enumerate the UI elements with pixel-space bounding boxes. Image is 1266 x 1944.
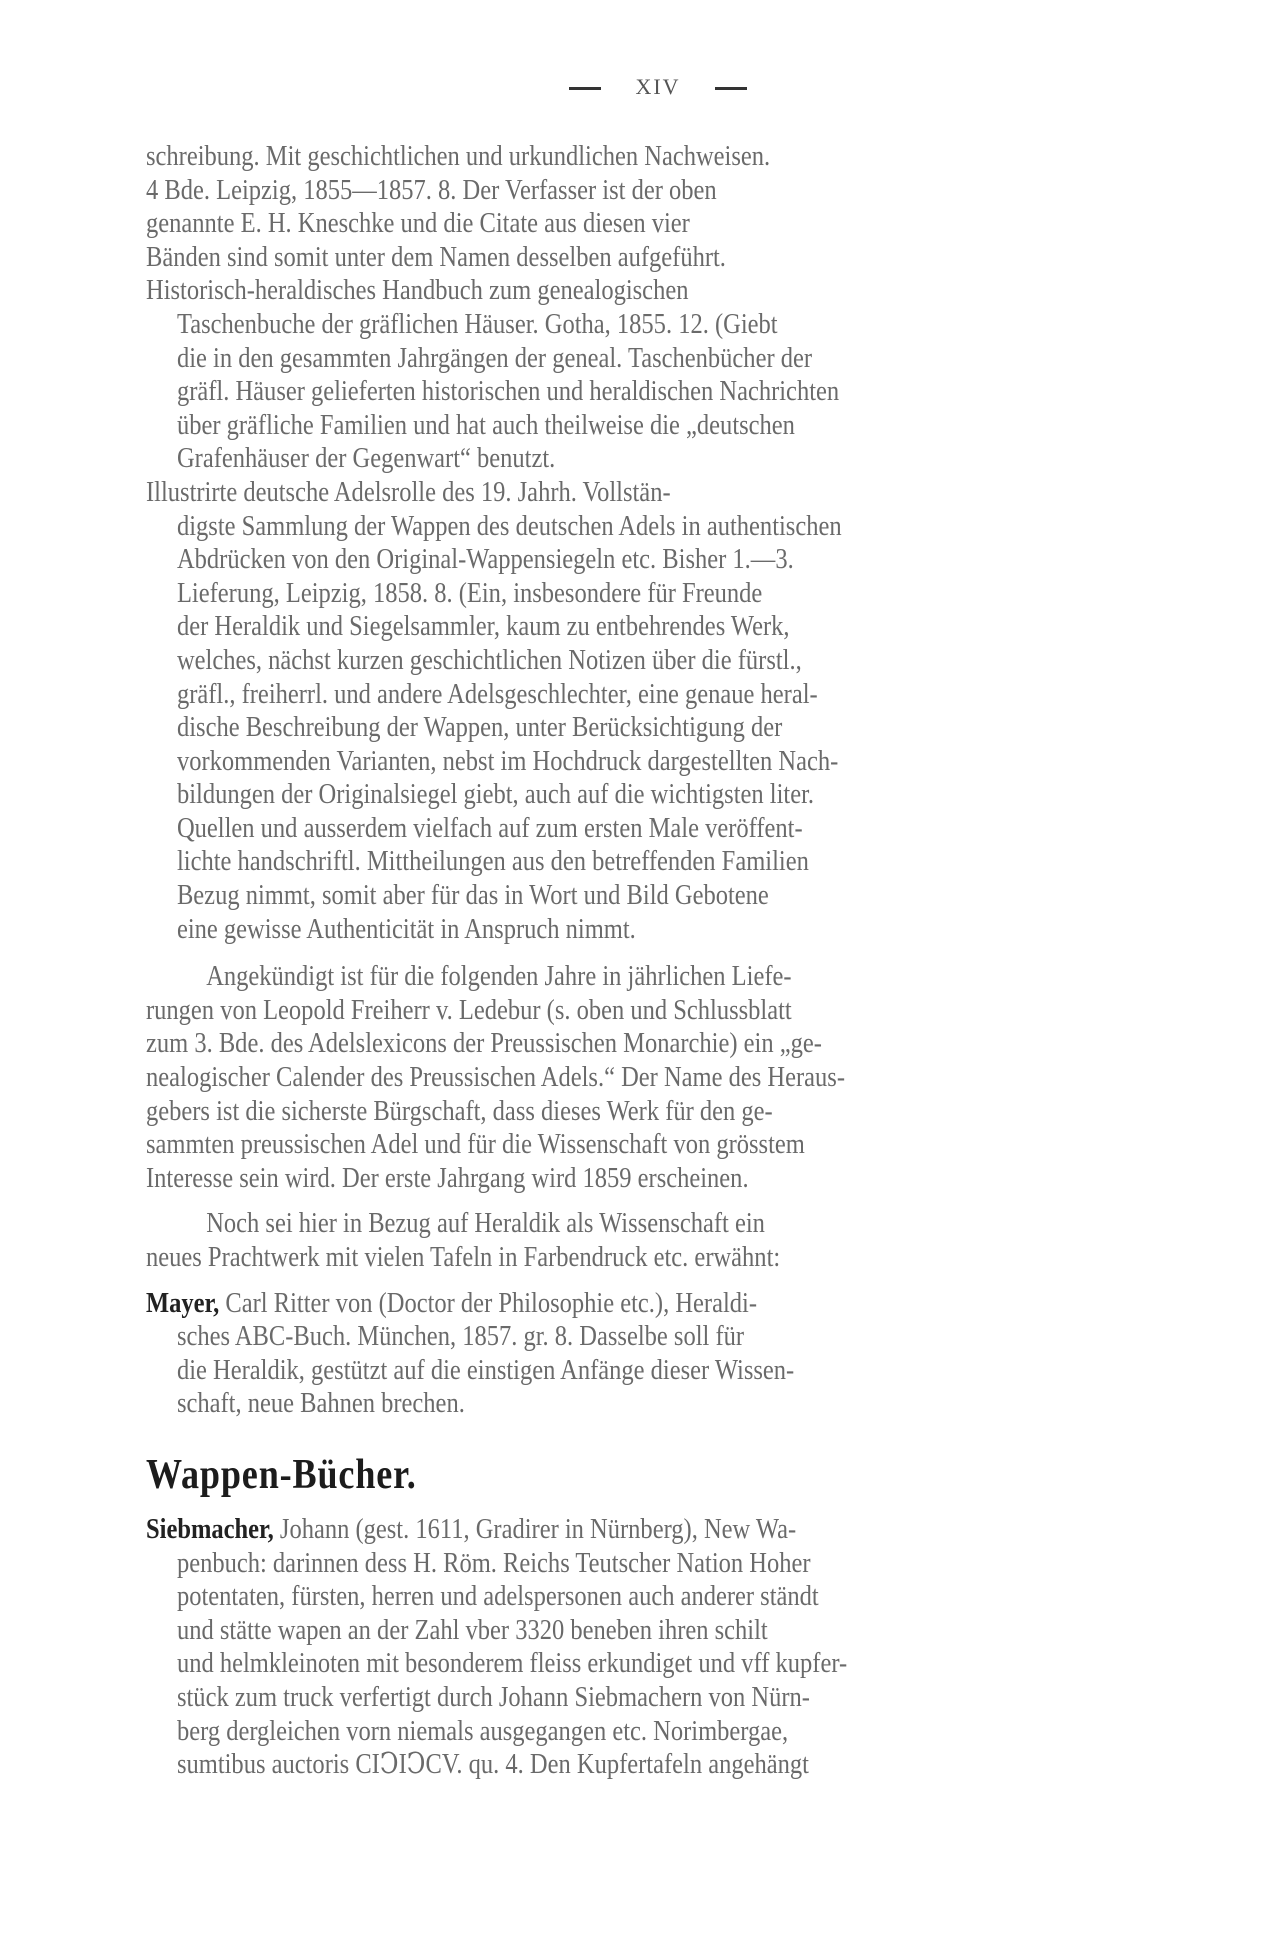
text-line: schreibung. Mit geschichtlichen und urkundlichen Nachweisen. (146, 141, 771, 172)
section-heading: Wappen-Bücher. (146, 1451, 417, 1498)
text-line: und stätte wapen an der Zahl vber 3320 beneben ihren schilt (176, 1614, 768, 1646)
text-line: Carl Ritter von (Doctor der Philosophie etc.), Heraldi- (219, 1287, 758, 1319)
paragraph-gap (146, 946, 1169, 960)
text-line: lichte handschriftl. Mittheilungen aus den betreffenden Familien (176, 846, 809, 878)
text-line: gräfl. Häuser gelieferten historischen und heraldischen Nachrichten (176, 376, 840, 408)
text-line: potentaten, fürsten, herren und adelspersonen auch anderer ständt (176, 1581, 819, 1613)
text-line: Bänden sind somit unter dem Namen desselben aufgeführt. (146, 241, 726, 273)
text-line: eine gewisse Authenticität in Anspruch nimmt. (176, 913, 636, 945)
paragraph-gap (146, 1195, 1169, 1207)
text-line: Johann (gest. 1611, Gradirer in Nürnberg), New Wa- (273, 1513, 797, 1545)
text-line: rungen von Leopold Freiherr v. Ledebur (s. oben und Schlussblatt (146, 994, 792, 1026)
text-line: Angekündigt ist für die folgenden Jahre in jährlichen Liefe- (206, 961, 792, 993)
entry-author: Mayer, (146, 1287, 220, 1319)
text-line: Grafenhäuser der Gegenwart“ benutzt. (176, 443, 556, 475)
text-line: welches, nächst kurzen geschichtlichen Notizen über die fürstl., (176, 644, 802, 676)
text-line: Taschenbuche der gräflichen Häuser. Gotha, 1855. 12. (Giebt (176, 308, 778, 340)
entry-mayer (146, 1287, 1169, 1421)
page-number (146, 74, 1170, 100)
text-line: digste Sammlung der Wappen des deutschen Adels in authentischen (176, 510, 842, 542)
paragraph-gap (146, 1275, 1169, 1287)
text-line: sches ABC-Buch. München, 1857. gr. 8. Dasselbe soll für (176, 1321, 745, 1353)
text-line: gräfl., freiherrl. und andere Adelsgeschlechter, eine genaue heral- (176, 678, 818, 710)
text-line: Bezug nimmt, somit aber für das in Wort und Bild Gebotene (176, 880, 769, 912)
paragraph-noch-sei (146, 1207, 1169, 1274)
text-line: genannte E. H. Kneschke und die Citate aus diesen vier (146, 208, 690, 240)
text-line: berg dergleichen vorn niemals ausgegangen etc. Norimbergae, (176, 1715, 789, 1747)
text-line: Abdrücken von den Original-Wappensiegeln etc. Bisher 1.—3. (176, 544, 794, 576)
dash-left (569, 87, 601, 90)
text-line: sumtibus auctoris CIↃIↃCV. qu. 4. Den Kupfertafeln angehängt (176, 1749, 809, 1781)
text-line: Quellen und ausserdem vielfach auf zum ersten Male veröffent- (176, 812, 803, 844)
text-line: und helmkleinoten mit besonderem fleiss erkundiget und vff kupfer- (176, 1648, 848, 1680)
text-line: stück zum truck verfertigt durch Johann Siebmachern von Nürn- (176, 1681, 810, 1713)
paragraph-angekuendigt (146, 960, 1169, 1195)
entry-siebmacher (146, 1513, 1169, 1782)
text-line: 4 Bde. Leipzig, 1855—1857. 8. Der Verfasser ist der oben (146, 174, 717, 206)
entry-title-line: Historisch-heraldisches Handbuch zum genealogischen (146, 275, 689, 307)
text-line: der Heraldik und Siegelsammler, kaum zu entbehrendes Werk, (176, 611, 790, 643)
text-line: schaft, neue Bahnen brechen. (176, 1388, 465, 1420)
text-line: vorkommenden Varianten, nebst im Hochdruck dargestellten Nach- (176, 745, 839, 777)
body-text (146, 140, 1169, 1782)
text-line: Interesse sein wird. Der erste Jahrgang wird 1859 erscheinen. (146, 1162, 749, 1194)
text-line: Lieferung, Leipzig, 1858. 8. (Ein, insbesondere für Freunde (176, 577, 763, 609)
entry-continuation (146, 140, 1169, 274)
folio-numeral: XIV (635, 74, 681, 99)
text-line: die Heraldik, gestützt auf die einstigen Anfänge dieser Wissen- (176, 1354, 795, 1386)
text-line: nealogischer Calender des Preussischen Adels.“ Der Name des Heraus- (146, 1062, 845, 1094)
dash-right (715, 87, 747, 90)
text-line: die in den gesammten Jahrgängen der geneal. Taschenbücher der (176, 342, 813, 374)
text-line: sammten preussischen Adel und für die Wissenschaft von grösstem (146, 1129, 805, 1161)
entry-illustrirte-adelsrolle (146, 476, 1169, 946)
text-line: dische Beschreibung der Wappen, unter Berücksichtigung der (176, 712, 783, 744)
text-line: penbuch: darinnen dess H. Röm. Reichs Teutscher Nation Hoher (176, 1547, 811, 1579)
entry-title-line: Illustrirte deutsche Adelsrolle des 19. Jahrh. Vollstän- (146, 476, 671, 508)
entry-author: Siebmacher, (146, 1513, 274, 1545)
text-line: zum 3. Bde. des Adelslexicons der Preussischen Monarchie) ein „ge- (146, 1028, 822, 1060)
text-line: über gräfliche Familien und hat auch theilweise die „deutschen (176, 409, 795, 441)
text-line: Noch sei hier in Bezug auf Heraldik als Wissenschaft ein (206, 1208, 765, 1240)
text-line: gebers ist die sicherste Bürgschaft, dass dieses Werk für den ge- (146, 1095, 773, 1127)
text-line: neues Prachtwerk mit vielen Tafeln in Farbendruck etc. erwähnt: (146, 1242, 781, 1273)
entry-historisch-heraldisches-handbuch (146, 274, 1169, 476)
text-line: bildungen der Originalsiegel giebt, auch auf die wichtigsten liter. (176, 779, 815, 811)
